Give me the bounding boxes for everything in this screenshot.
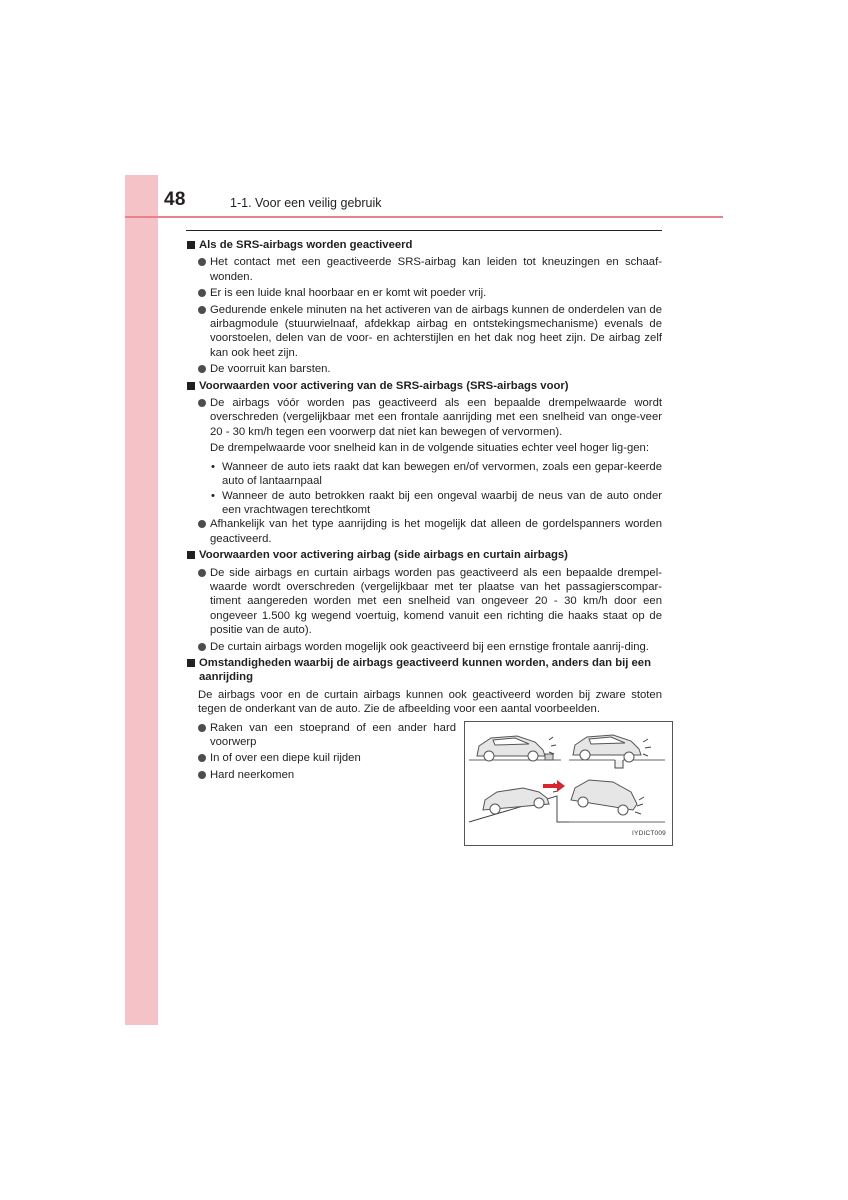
section-heading: Als de SRS-airbags worden geactiveerd <box>186 238 662 252</box>
list-item: Raken van een stoeprand of een ander hard voorwerp <box>186 721 456 750</box>
section-heading: Omstandigheden waarbij de airbags geactiveerd kunnen worden, anders dan bij een aanrijding <box>186 656 662 685</box>
undercarriage-impact-figure <box>464 721 673 846</box>
sub-bullet-marker: • <box>211 460 215 473</box>
sub-bullet-marker: • <box>211 489 215 502</box>
car-impact-illustration <box>465 722 672 845</box>
figure-code: IYDICT009 <box>632 830 666 838</box>
list-item: De airbags vóór worden pas geactiveerd als een bepaalde drempelwaarde wordt overschreden (vergelijkbaar met een frontale aanrijding met een snelheid van onge-veer 20 - 30 km/h tegen een voorwerp dat niet kan bewegen of vervormen). <box>186 396 662 439</box>
round-bullet-icon <box>198 289 206 297</box>
paragraph: De airbags voor en de curtain airbags kunnen ook geactiveerd worden bij zware stoten tegen de onderkant van de auto. Zie de afbeelding voor een aantal voorbeelden. <box>198 688 662 716</box>
content-top-rule <box>186 230 662 231</box>
round-bullet-icon <box>198 399 206 407</box>
square-bullet-icon <box>187 241 195 249</box>
section-heading: Voorwaarden voor activering van de SRS-airbags (SRS-airbags voor) <box>186 379 662 393</box>
list-item: Hard neerkomen <box>186 768 456 782</box>
square-bullet-icon <box>187 659 195 667</box>
list-item: Het contact met een geactiveerde SRS-airbag kan leiden tot kneuzingen en schaaf-wonden. <box>186 255 662 284</box>
curb-example-icon <box>469 736 561 761</box>
side-tab-band <box>125 175 158 1025</box>
red-arrow-icon <box>543 780 565 792</box>
sub-list-item: • Wanneer de auto betrokken raakt bij een ongeval waarbij de neus van de auto onder een vrachtwagen terechtkomt <box>211 489 662 516</box>
list-item: Afhankelijk van het type aanrijding is het mogelijk dat alleen de gordelspanners worden geactiveerd. <box>186 517 662 546</box>
list-item: De side airbags en curtain airbags worden pas geactiveerd als een bepaalde drempel-waarde wordt overschreden (vergelijkbaar met ter plaatse van het passagierscompar-timent aangereden worden met een snelheid van ongeveer 20 - 30 km/h door een ongeveer 1.500 kg wegend voertuig, komend vanuit een richting die haaks staat op de positie van de auto). <box>186 566 662 638</box>
round-bullet-icon <box>198 754 206 762</box>
list-item: Er is een luide knal hoorbaar en er komt wit poeder vrij. <box>186 286 662 300</box>
round-bullet-icon <box>198 365 206 373</box>
list-item: De voorruit kan barsten. <box>186 362 662 376</box>
list-item: Gedurende enkele minuten na het activeren van de airbags kunnen de onderdelen van de airbagmodule (stuurwielnaaf, afdekkap airbag en ontstekingsmechanisme) evenals de voorstoelen, delen van de voor- en achterstijlen en het dak nog heet zijn. De airbag zelf kan ook heet zijn. <box>186 303 662 361</box>
square-bullet-icon <box>187 551 195 559</box>
round-bullet-icon <box>198 724 206 732</box>
pothole-example-icon <box>569 735 665 768</box>
page-number: 48 <box>164 189 186 210</box>
round-bullet-icon <box>198 771 206 779</box>
examples-list <box>186 721 456 783</box>
round-bullet-icon <box>198 643 206 651</box>
examples-row <box>186 721 666 838</box>
round-bullet-icon <box>198 258 206 266</box>
list-item: In of over een diepe kuil rijden <box>186 751 456 765</box>
header-rule <box>125 216 723 218</box>
round-bullet-icon <box>198 306 206 314</box>
list-item: De curtain airbags worden mogelijk ook geactiveerd bij een ernstige frontale aanrij-ding. <box>186 640 662 654</box>
paragraph: De drempelwaarde voor snelheid kan in de volgende situaties echter veel hoger lig-gen: <box>210 442 649 455</box>
round-bullet-icon <box>198 520 206 528</box>
page-content <box>186 238 666 838</box>
chapter-title: 1-1. Voor een veilig gebruik <box>230 196 382 210</box>
hard-landing-example-icon <box>469 780 665 822</box>
square-bullet-icon <box>187 382 195 390</box>
sub-list-item: • Wanneer de auto iets raakt dat kan bewegen en/of vervormen, zoals een gepar-keerde auto of lantaarnpaal <box>211 460 662 488</box>
section-heading: Voorwaarden voor activering airbag (side airbags en curtain airbags) <box>186 548 662 562</box>
round-bullet-icon <box>198 569 206 577</box>
